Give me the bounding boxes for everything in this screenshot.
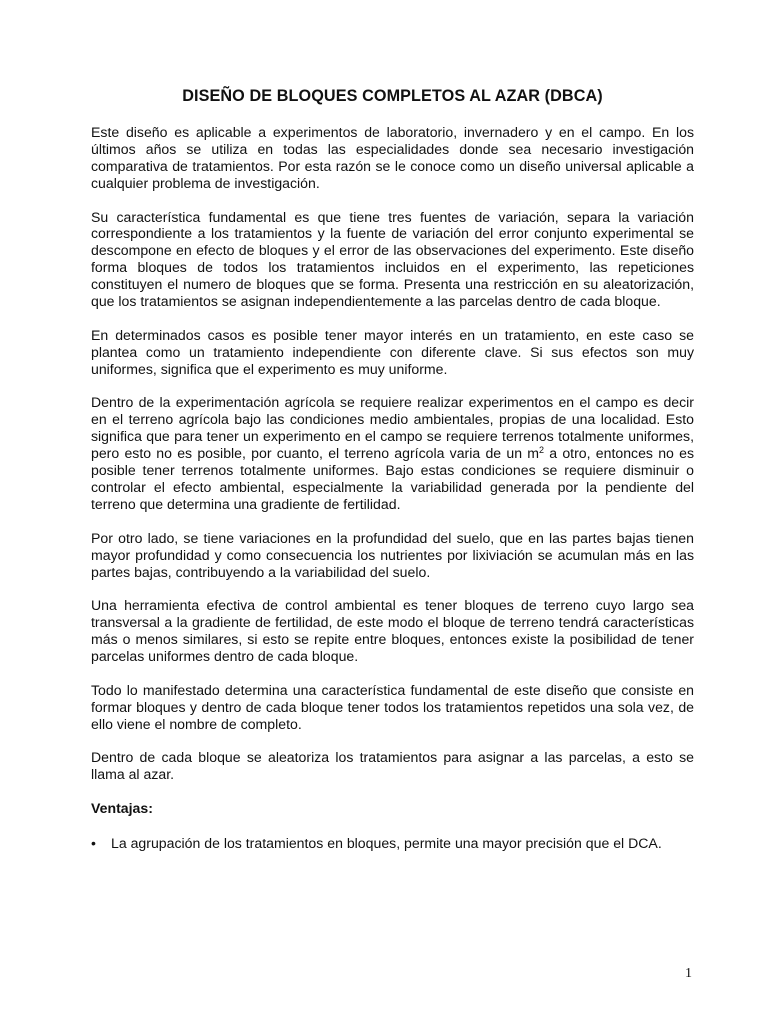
paragraph-characteristics: Su característica fundamental es que tiene tres fuentes de variación, separa la variación correspondiente a los tratamientos y la fuente de variación del error conjunto experimental se descompone en efecto de bloques y el error de las observaciones del experimento. Este diseño forma bloques de todos los tratamientos incluidos en el experimento, las repeticiones constituyen el numero de bloques que se forma. Presenta una restricción en su aleatorización, que los tratamientos se asignan independientemente a las parcelas dentro de cada bloque. (91, 208, 694, 310)
list-item-text: La agrupación de los tratamientos en bloques, permite una mayor precisión que el DCA. (111, 835, 662, 852)
paragraph-agricultural-experimentation (91, 394, 694, 512)
document-content (91, 86, 694, 852)
paragraph-environmental-control: Una herramienta efectiva de control ambiental es tener bloques de terreno cuyo largo sea transversal a la gradiente de fertilidad, de este modo el bloque de terreno tendrá características más o menos similares, si esto se repite entre bloques, entonces existe la posibilidad de tener parcelas uniformes dentro de cada bloque. (91, 597, 694, 665)
paragraph-text-part-2: a otro, entonces no es posible tener terrenos totalmente uniformes. Bajo estas condiciones se requiere disminuir o controlar el efecto ambiental, especialmente la variabilidad generada por la pendiente del terreno que determina una gradiente de fertilidad. (91, 445, 694, 512)
paragraph-intro: Este diseño es aplicable a experimentos de laboratorio, invernadero y en el campo. En los últimos años se utiliza en todas las especialidades donde sea necesario investigación comparativa de tratamientos. Por esta razón se le conoce como un diseño universal aplicable a cualquier problema de investigación. (91, 124, 694, 191)
paragraph-soil-depth: Por otro lado, se tiene variaciones en la profundidad del suelo, que en las partes bajas tienen mayor profundidad y como consecuencia los nutrientes por lixiviación se acumulan más en las partes bajas, contribuyendo a la variabilidad del suelo. (91, 529, 694, 580)
ventajas-heading: Ventajas: (91, 800, 153, 817)
superscript-two: 2 (539, 445, 545, 456)
page-number: 1 (685, 966, 692, 981)
list-item (91, 835, 694, 852)
paragraph-text-part-1: Dentro de la experimentación agrícola se requiere realizar experimentos en el campo es decir en el terreno agrícola bajo las condiciones medio ambientales, propias de una localidad. Esto significa que para tener un experimento en el campo se requiere terrenos totalmente uniformes, pero esto no es posible, por cuanto, el terreno agrícola varia de un m (91, 394, 694, 462)
paragraph-treatment-interest: En determinados casos es posible tener mayor interés en un tratamiento, en este caso se plantea como un tratamiento independiente con diferente clave. Si sus efectos son muy uniformes, significa que el experimento es muy uniforme. (91, 326, 694, 377)
page-title: DISEÑO DE BLOQUES COMPLETOS AL AZAR (DBCA) (182, 87, 603, 105)
paragraph-randomization: Dentro de cada bloque se aleatoriza los tratamientos para asignar a las parcelas, a esto se llama al azar. (91, 749, 694, 783)
bullet-icon: • (91, 835, 96, 852)
paragraph-complete-name: Todo lo manifestado determina una característica fundamental de este diseño que consiste en formar bloques y dentro de cada bloque tener todos los tratamientos repetidos una sola vez, de ello viene el nombre de completo. (91, 681, 694, 732)
